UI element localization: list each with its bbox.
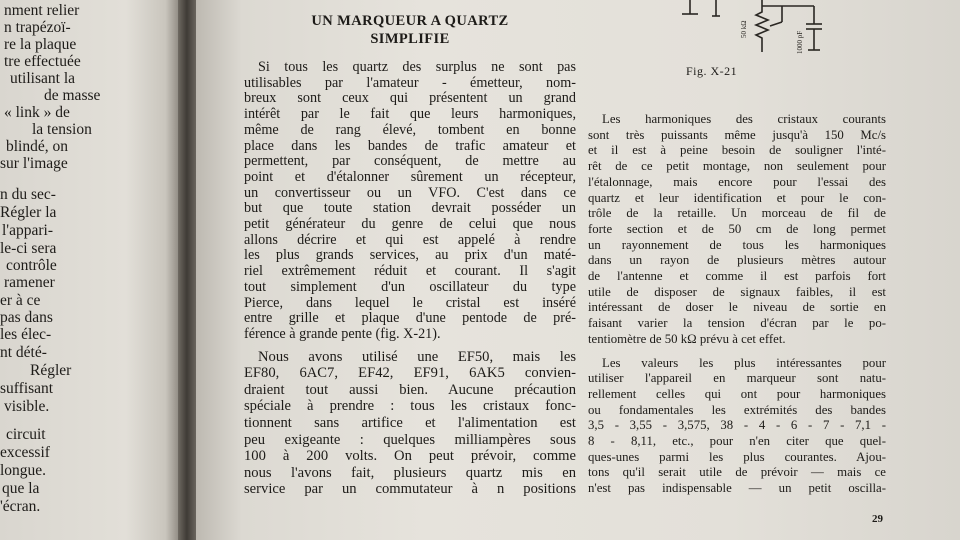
left-page-text: visible. [4, 398, 50, 415]
left-page-text: pas dans [0, 309, 53, 326]
article-title [244, 12, 576, 48]
text-line: quartz et leur identification et pour le con- [588, 190, 886, 205]
right-page [196, 0, 960, 540]
text-line: 100 à 200 volts. On peut prévoir, comme [244, 448, 576, 465]
text-line: tentiomètre de 50 kΩ prévu à cet effet. [588, 331, 786, 346]
left-page-text: les élec- [0, 326, 52, 343]
figure-caption: Fig. X-21 [686, 64, 738, 78]
text-line: trôle de la retaille. Un morceau de fil de [588, 206, 886, 221]
left-page-text: tre effectuée [4, 53, 81, 70]
page-number: 29 [872, 513, 883, 525]
right-column [588, 112, 886, 497]
text-line: place dans les bandes de trafic amateur et [244, 137, 576, 154]
text-line: permettent, par conséquent, de mettre au [244, 153, 576, 170]
text-line: tionnent sans artifice et l'alimentation est [244, 415, 576, 432]
text-line: un convertisseur ou un VFO. C'est dans ce [244, 184, 576, 201]
text-line: EF80, 6AC7, EF42, EF91, 6AK5 convien- [244, 365, 576, 382]
circuit-diagram [666, 0, 846, 60]
left-page-text: ramener [4, 274, 55, 291]
article-title-line: UN MARQUEUR A QUARTZ [311, 13, 509, 29]
text-line: but que toute station devrait posséder un [244, 200, 576, 217]
left-page-text: sur l'image [0, 155, 68, 172]
text-line: breux sont ceux qui présentent un grand [244, 90, 576, 107]
text-line: ques-unes parmi les plus courantes. Ajou- [588, 449, 886, 464]
left-page [0, 0, 180, 540]
text-line: service par un commutateur à n positions [244, 481, 576, 498]
paragraph-harmonics [588, 112, 886, 348]
text-line: même de rang élevé, tombent en bonne [244, 121, 576, 138]
text-line: entre grille et plaque d'une pentode de pré- [244, 310, 576, 327]
text-line: nous l'avons fait, plusieurs quartz mis en [244, 464, 576, 481]
left-column [244, 12, 576, 498]
text-line: Nous avons utilisé une EF50, mais les [258, 348, 576, 365]
text-line: n'est pas indispensable — un petit oscilla- [588, 481, 886, 496]
text-line: Les harmoniques des cristaux courants [602, 112, 886, 126]
text-line: riel extrêmement réduit et courant. Il s'agit [244, 263, 576, 280]
text-line: draient tout aussi bien. Aucune précaution [244, 381, 576, 398]
left-page-text: n du sec- [0, 186, 56, 203]
resistor-label: 50 kΩ [740, 20, 748, 38]
text-line: allons décrire et qui est appelé à rendre [244, 231, 576, 248]
text-line: point et d'étalonner sûrement un récepteur, [244, 168, 576, 185]
text-line: spéciale à prendre : tous les cristaux fonc- [244, 398, 576, 415]
left-page-text: suffisant [0, 380, 54, 397]
text-line: intérêt par le fait que leurs harmoniques, [244, 106, 576, 123]
left-page-text: Régler la [0, 204, 57, 221]
paragraph-values [588, 356, 886, 497]
left-page-text: er à ce [0, 292, 41, 309]
text-line: intéressant de doser le niveau de sortie en [588, 300, 886, 315]
left-page-text: n trapézoï- [4, 19, 71, 36]
text-line: Pierce, dans lequel le cristal est inséré [244, 294, 576, 311]
text-line: utiliser l'appareil en marqueur sont natu- [588, 371, 886, 386]
left-page-text: re la plaque [4, 36, 77, 53]
article-title-line: SIMPLIFIE [370, 31, 450, 47]
text-line: Si tous les quartz des surplus ne sont pas [258, 59, 576, 75]
left-page-text: contrôle [6, 257, 57, 274]
text-line: dans un rayon de plusieurs mètres autour [588, 253, 886, 268]
paragraph-intro [244, 60, 576, 343]
text-line: un rayonnement de tous les harmoniques [588, 237, 886, 252]
left-page-text: utilisant la [10, 70, 76, 87]
text-line: les plus grands services, au prix d'un maté- [244, 247, 576, 264]
text-line: tons qu'il serait utile de prévoir — mais ce [588, 465, 886, 480]
text-line: rêt de ce petit montage, non seulement pour [588, 159, 886, 174]
left-page-text: longue. [0, 462, 47, 479]
left-page-text: blindé, on [6, 138, 68, 155]
text-line: férence à grande pente (fig. X-21). [244, 325, 441, 342]
left-page-text: que la [2, 480, 40, 497]
paragraph-tubes [244, 349, 576, 498]
text-line: l'étalonnage, mais encore pour l'essai des [588, 174, 886, 189]
capacitor-label: 1000 pF [796, 30, 804, 54]
left-page-text: la tension [32, 121, 92, 138]
text-line: rellement celles qui ont pour harmoniques [588, 386, 886, 401]
text-line: et il est à peine besoin de souligner l'inté- [588, 143, 886, 158]
left-page-text: excessif [0, 444, 50, 461]
text-line: 3,5 - 3,55 - 3,575, 38 - 4 - 6 - 7 - 7,1 - [588, 418, 886, 433]
left-page-text: Régler [30, 362, 72, 379]
text-line: faisant varier la tension d'écran par le po- [588, 316, 886, 331]
left-page-text: nment relier [4, 2, 80, 19]
text-line: ou fondamentales les extrémités des bandes [588, 402, 886, 417]
text-line: utile de disposer de signaux faibles, il est [588, 284, 886, 299]
text-line: tout simplement d'un oscillateur du type [244, 278, 576, 295]
text-line: de l'antenne et comme il est parfois fort [588, 269, 886, 284]
text-line: sont très puissants même jusqu'à 150 Mc/s [588, 127, 886, 142]
text-line: 8 - 8,11, etc., pour n'en citer que quel- [588, 434, 886, 449]
left-page-text: circuit [6, 426, 46, 443]
text-line: petit générateur du genre de celui que nous [244, 216, 576, 233]
left-page-text: l'appari- [2, 222, 53, 239]
left-page-text: nt dété- [0, 344, 47, 361]
text-line: forte section et de 50 cm de long permet [588, 221, 886, 236]
left-page-text: de masse [44, 87, 101, 104]
left-page-text: 'écran. [0, 498, 41, 515]
text-line: Les valeurs les plus intéressantes pour [602, 355, 886, 370]
text-line: peu exigeante : quelques milliampères sous [244, 431, 576, 448]
left-page-text: le-ci sera [0, 240, 57, 257]
left-page-text: « link » de [4, 104, 70, 121]
text-line: utilisables par l'amateur - émetteur, nom- [244, 74, 576, 91]
